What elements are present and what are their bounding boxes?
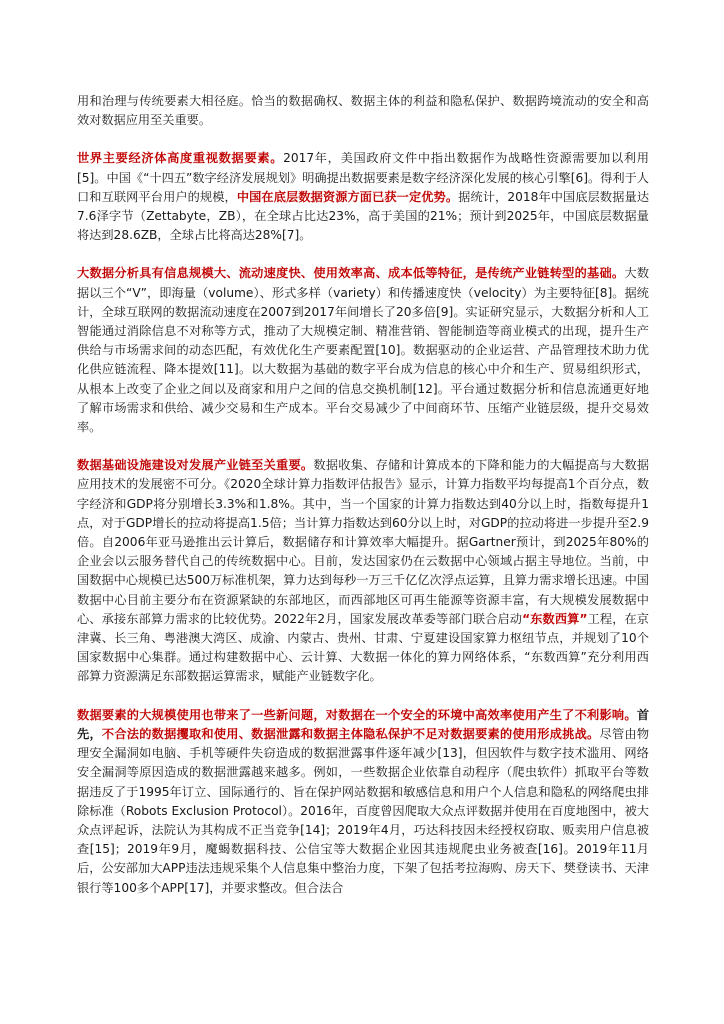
highlight-run: 中国在底层数据资源方面已获一定优势。 bbox=[236, 189, 459, 204]
text-run: 2017年，美国政府文件中指出数据作为战略性资源需要加以利用[5]。中国《“十四五”数字经济发展规划》明确提出数据要素是数字经济深化发展的核心引擎[6]。得利于人口和互联网平台用户的规模， bbox=[77, 151, 649, 204]
highlight-run: 数据基础设施建设对发展产业链至关重要。 bbox=[77, 458, 314, 473]
paragraph-5 bbox=[77, 706, 649, 898]
text-run: 工程，在京津冀、长三角、粤港澳大湾区、成渝、内蒙古、贵州、甘肃、宁夏建设国家算力枢纽节点，并规划了10个国家数据中心集群。通过构建数据中心、云计算、大数据一体化的算力网络体系，“东数西算”充分利用西部算力资源满足东部数据运算需求，赋能产业链数字化。 bbox=[77, 611, 649, 684]
text-run: 尽管由物理安全漏洞如电脑、手机等硬件失窃造成的数据泄露事件逐年减少[13]，但因软件与数字技术滥用、网络安全漏洞等原因造成的数据泄露越来越多。例如，一些数据企业依靠自动程序（爬虫软件）抓取平台等数据违反了于1995年订立、国际通行的、旨在保护网站数据和敏感信息和用户个人信息和隐私的网络爬虫排除标准（Robots Exclusion Protocol）。2016年，百度曾因爬取大众点评数据并使用在百度地图中，被大众点评起诉，法院认为其构成不正当竞争[14]；2019年4月，巧达科技因未经授权窃取、贩卖用户信息被查[15]；2019年9月，魔蝎数据科技、公信宝等大数据企业因其违规爬虫业务被查[16]。2019年11月后，公安部加大APP违法违规采集个人信息集中整治力度，下架了包括考拉海购、房天下、樊登读书、天津银行等100多个APP[17]，并要求整改。但合法合 bbox=[77, 726, 650, 895]
paragraph-2 bbox=[77, 149, 649, 245]
paragraph-3 bbox=[77, 264, 649, 437]
text-run: 据统计，2018年中国底层数据量达7.6泽字节（Zettabyte，ZB），在全球占比达23%，高于美国的21%；预计到2025年，中国底层数据量将达到28.6ZB，全球占比将高达28%[7]。 bbox=[77, 189, 650, 243]
paragraph-1 bbox=[77, 92, 649, 130]
highlight-run: 不合法的数据攫取和使用、数据泄露和数据主体隐私保护不足对数据要素的使用形成挑战。 bbox=[101, 726, 600, 741]
highlight-run: 大数据分析具有信息规模大、流动速度快、使用效率高、成本低等特征，是传统产业链转型的基础。 bbox=[77, 266, 625, 281]
text-run: 数据收集、存储和计算成本的下降和能力的大幅提高与大数据应用技术的发展密不可分。《2020全球计算力指数评估报告》显示，计算力指数平均每提高1个百分点，数字经济和GDP将分别增长3.3%和1.8%。其中，当一个国家的计算力指数达到40分以上时，指数每提升1点，对于GDP增长的拉动将提高1.5倍；当计算力指数达到60分以上时，对GDP的拉动将进一步提升至2.9倍。自2006年亚马逊推出云计算后，数据储存和计算效率大幅提升。据Gartner预计，到2025年80%的企业会以云服务替代自己的传统数据中心。目前，发达国家仍在云数据中心领域占据主导地位。当前，中国数据中心规模已达500万标准机架，算力达到每秒一万三千亿亿次浮点运算，且算力需求增长迅速。中国数据中心目前主要分布在资源紧缺的东部地区，而西部地区可再生能源等资源丰富，有大规模发展数据中心、承接东部算力需求的比较优势。2022年2月，国家发展改革委等部门联合启动 bbox=[77, 458, 650, 626]
text-run: 用和治理与传统要素大相径庭。恰当的数据确权、数据主体的利益和隐私保护、数据跨境流动的安全和高效对数据应用至关重要。 bbox=[77, 94, 649, 128]
paragraph-4 bbox=[77, 456, 649, 686]
text-run: 大数据以三个“V”，即海量（volume）、形式多样（variety）和传播速度快（velocity）为主要特征[8]。据统计，全球互联网的数据流动速度在2007到2017年间增长了20多倍[9]。实证研究显示，大数据分析和人工智能通过消除信息不对称等方式，推动了大规模定制、精准营销、智能制造等商业模式的出现，提升生产供给与市场需求间的动态匹配，有效优化生产要素配置[10]。数据驱动的企业运营、产品管理技术助力优化供应链流程、降本提效[11]。以大数据为基础的数字平台成为信息的核心中介和生产、贸易组织形式，从根本上改变了企业之间以及商家和用户之间的信息交换机制[12]。平台通过数据分析和信息流通更好地了解市场需求和供给、减少交易和生产成本。平台交易减少了中间商环节、压缩产业链层级，提升交易效率。 bbox=[77, 266, 650, 435]
highlight-run: “东数西算” bbox=[522, 611, 588, 626]
highlight-run: 世界主要经济体高度重视数据要素。 bbox=[77, 151, 284, 166]
document-page bbox=[77, 92, 649, 917]
text-run: 首先， bbox=[77, 707, 649, 741]
highlight-run: 数据要素的大规模使用也带来了一些新问题，对数据在一个安全的环境中高效率使用产生了不利影响。 bbox=[77, 707, 637, 722]
